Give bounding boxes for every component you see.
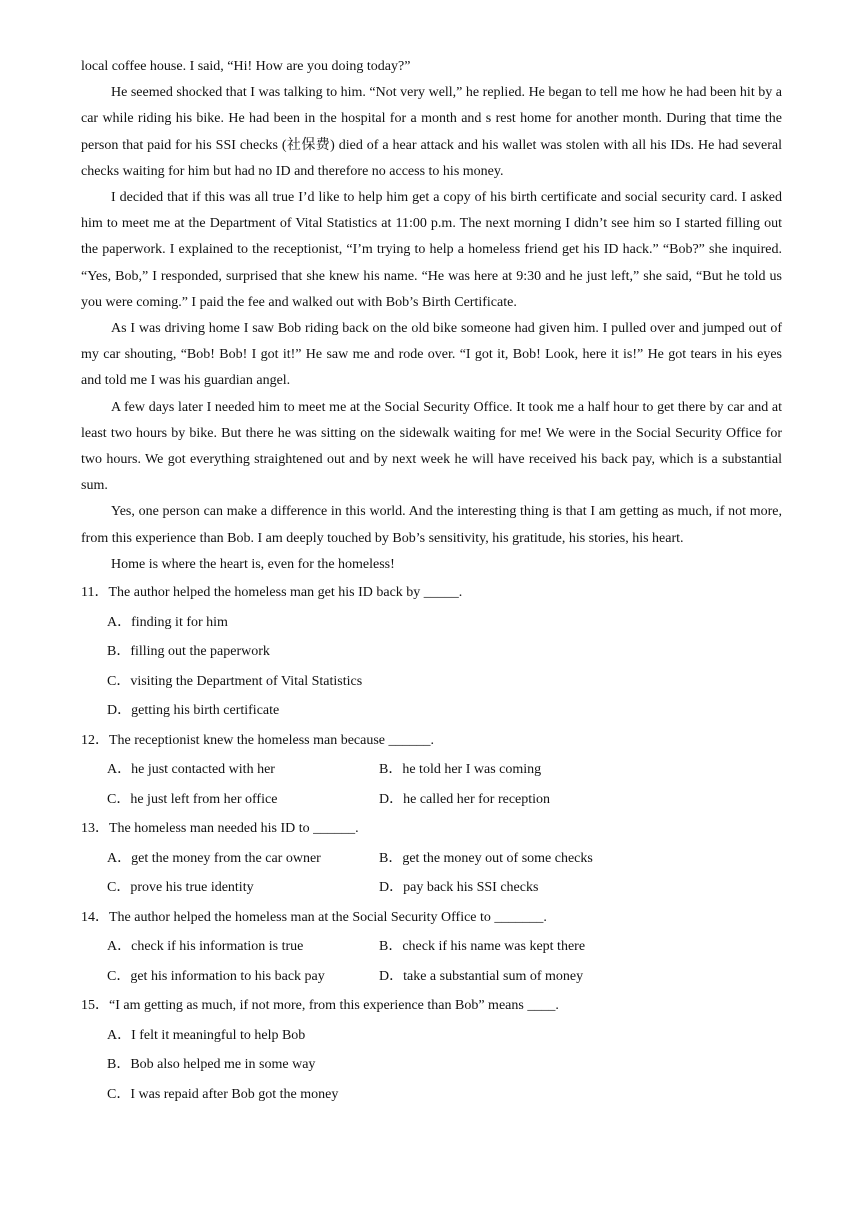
option-d: D．he called her for reception — [379, 791, 551, 807]
option-d: D．pay back his SSI checks — [379, 880, 539, 896]
question-stem: 13．The homeless man needed his ID to ______. — [81, 821, 359, 837]
option-a: A．check if his information is true — [107, 939, 304, 955]
option-row — [107, 932, 782, 962]
passage-paragraph: As I was driving home I saw Bob riding back on the old bike someone had given him. I pulled over and jumped out of my car shouting, “Bob! Bob! I got it!” He saw me and rode over. “I got it, Bob! Look, here it is!” He got tears in his eyes and told me I was his guardian angel. — [81, 321, 782, 389]
option-c: C．prove his true identity — [107, 880, 254, 896]
option-row — [107, 844, 782, 874]
question-stem: 14．The author helped the homeless man at the Social Security Office to _______. — [81, 909, 547, 925]
option-a: A．get the money from the car owner — [107, 850, 321, 866]
question-15 — [81, 991, 782, 1109]
option-a: A．I felt it meaningful to help Bob — [107, 1027, 306, 1043]
question-stem: 15．“I am getting as much, if not more, from this experience than Bob” means ____. — [81, 998, 559, 1014]
passage-paragraph: local coffee house. I said, “Hi! How are you doing today?” — [81, 59, 411, 74]
option-b: B．check if his name was kept there — [379, 939, 586, 955]
question-stem: 12．The receptionist knew the homeless man because ______. — [81, 732, 435, 748]
option-row — [107, 962, 782, 992]
passage-paragraph: Home is where the heart is, even for the homeless! — [111, 556, 395, 572]
option-b: B．filling out the paperwork — [107, 644, 270, 660]
passage — [81, 54, 782, 578]
option-b: B．get the money out of some checks — [379, 850, 593, 866]
passage-paragraph: I decided that if this was all true I’d like to help him get a copy of his birth certificate and social security card. I asked him to meet me at the Department of Vital Statistics at 11:00 p.m. The next morning I didn’t see him so I started filling out the paperwork. I explained to the receptionist, “I’m trying to help a homeless friend get his ID hack.” “Bob?” she inquired. “Yes, Bob,” I responded, surprised that she knew his name. “He was here at 9:30 and he just left,” she said, “But he told us you were coming.” I paid the fee and walked out with Bob’s Birth Certificate. — [81, 190, 782, 310]
option-a: A．he just contacted with her — [107, 762, 275, 778]
question-12 — [81, 726, 782, 815]
option-c: C．visiting the Department of Vital Statistics — [107, 673, 363, 689]
option-a: A．finding it for him — [107, 614, 228, 630]
passage-paragraph: He seemed shocked that I was talking to him. “Not very well,” he replied. He began to tell me how he had been hit by a car while riding his bike. He had been in the hospital for a month and s rest home for another month. During that time the person that paid for his SSI checks (社保费) died of a hear attack and his wallet was stolen with all his IDs. He had several checks waiting for him but had no ID and therefore no access to his money. — [81, 85, 782, 179]
passage-paragraph: Yes, one person can make a difference in this world. And the interesting thing is that I am getting as much, if not more, from this experience than Bob. I am deeply touched by Bob’s sensitivity, his gratitude, his stories, his heart. — [81, 504, 782, 546]
question-13 — [81, 814, 782, 903]
option-d: D．getting his birth certificate — [107, 703, 280, 719]
option-c: C．get his information to his back pay — [107, 968, 325, 984]
question-14 — [81, 903, 782, 992]
document-page — [81, 54, 782, 1109]
option-row — [107, 755, 782, 785]
option-c: C．he just left from her office — [107, 791, 278, 807]
option-d: D．take a substantial sum of money — [379, 968, 584, 984]
option-b: B．he told her I was coming — [379, 762, 542, 778]
option-row — [107, 785, 782, 815]
question-11 — [81, 578, 782, 726]
option-b: B．Bob also helped me in some way — [107, 1057, 316, 1073]
option-c: C．I was repaid after Bob got the money — [107, 1086, 339, 1102]
question-stem: 11．The author helped the homeless man get his ID back by _____. — [81, 585, 463, 601]
option-row — [107, 873, 782, 903]
passage-paragraph: A few days later I needed him to meet me at the Social Security Office. It took me a half hour to get there by car and at least two hours by bike. But there he was sitting on the sidewalk waiting for me! We were in the Social Security Office for two hours. We got everything straightened out and by next week he will have received his back pay, which is a substantial sum. — [81, 399, 782, 494]
